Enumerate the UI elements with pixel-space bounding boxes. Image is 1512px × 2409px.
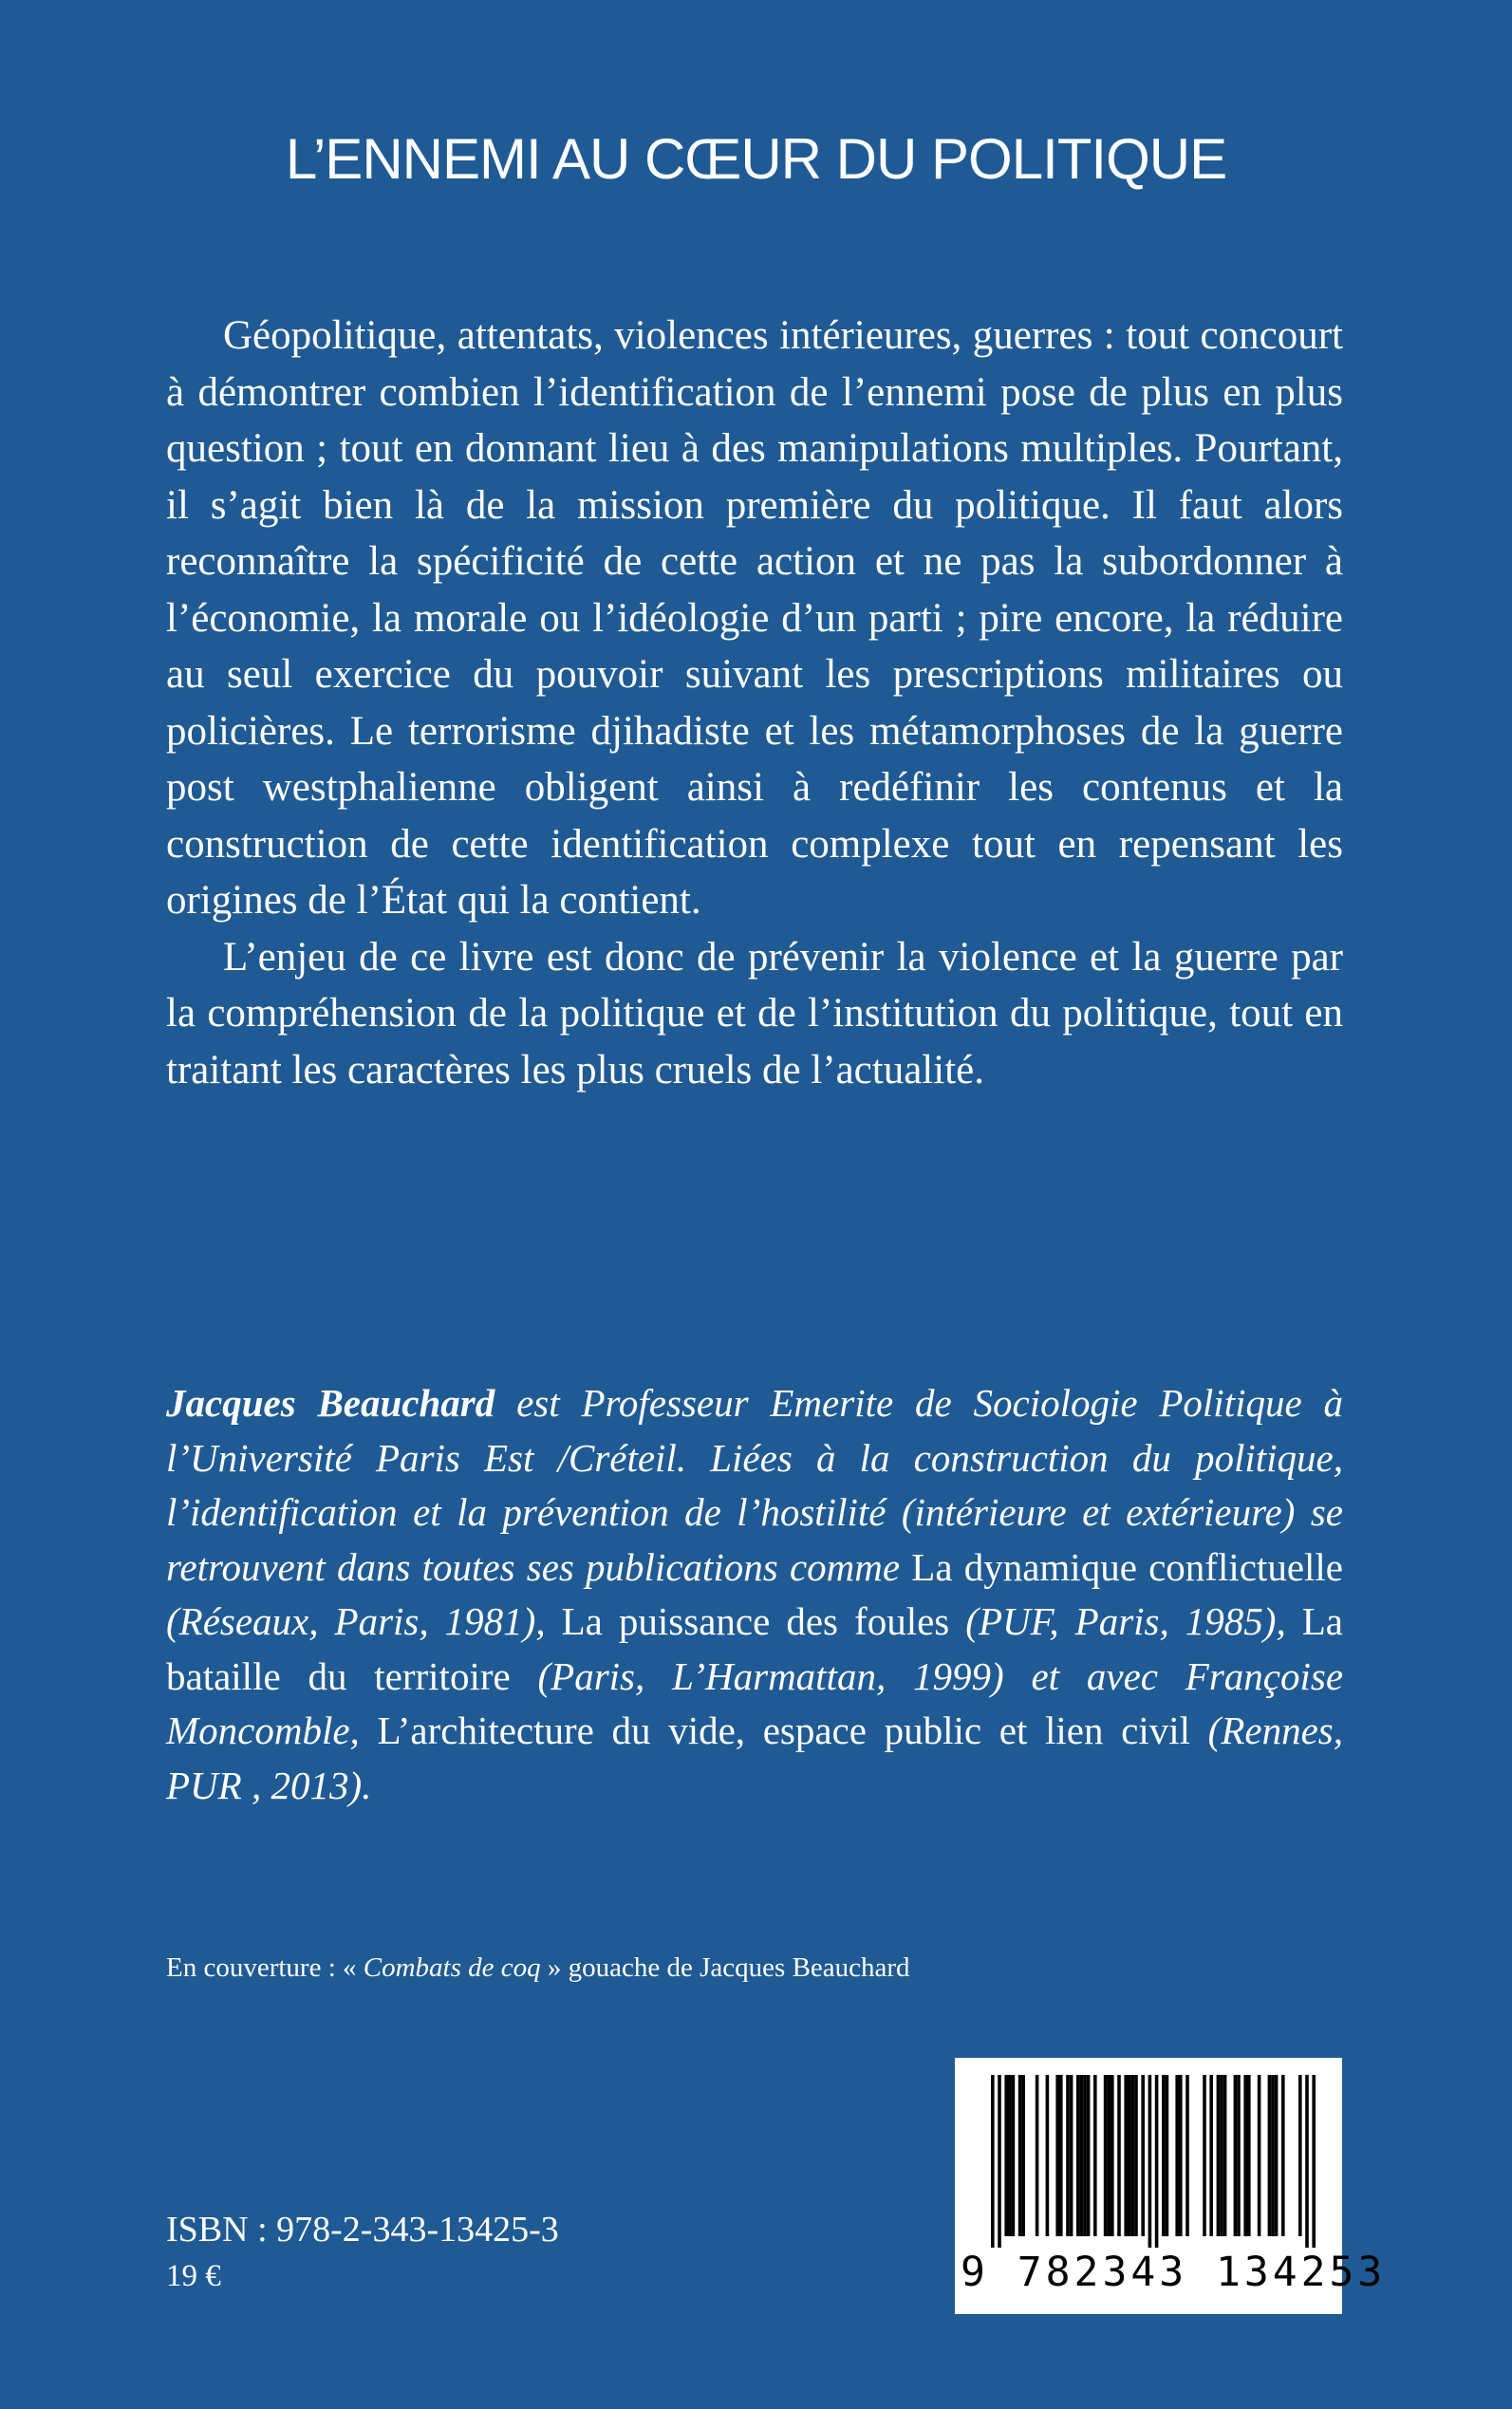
barcode-bar <box>991 2075 995 2248</box>
publication-info: (Réseaux, Paris, 1981), <box>166 1599 546 1643</box>
publication-info: (PUF, Paris, 1985), <box>949 1599 1286 1643</box>
barcode-bar <box>1237 2075 1241 2236</box>
barcode-bar <box>1083 2075 1087 2236</box>
credit-prefix: En couverture : « <box>166 1952 364 1983</box>
barcode <box>955 2058 1387 2314</box>
barcode-bar <box>1209 2075 1213 2236</box>
barcode-bar <box>1055 2075 1059 2236</box>
barcode-bar <box>1066 2075 1070 2236</box>
barcode-bar <box>1131 2075 1135 2236</box>
barcode-bar <box>1258 2075 1261 2236</box>
barcode-bar <box>1155 2075 1159 2248</box>
barcode-bar <box>1247 2075 1251 2236</box>
book-summary <box>166 308 1343 1098</box>
barcode-bar <box>998 2075 1001 2248</box>
barcode-bar <box>1223 2075 1227 2236</box>
barcode-bar <box>1021 2075 1025 2236</box>
barcode-bar <box>1018 2075 1022 2236</box>
credit-suffix: » gouache de Jacques Beauchard <box>540 1952 910 1983</box>
barcode-bar <box>1268 2075 1272 2236</box>
barcode-bar <box>1012 2075 1016 2236</box>
price-label: 19 € <box>166 2259 221 2293</box>
barcode-bar <box>1008 2075 1012 2236</box>
barcode-bar <box>1185 2075 1189 2236</box>
barcode-bar <box>1046 2075 1050 2236</box>
barcode-bar <box>1162 2075 1166 2236</box>
publication-info: (Paris, L’Harmattan, 1999) et avec Françoise Moncomble, <box>166 1653 1344 1752</box>
barcode-bar <box>1298 2075 1302 2236</box>
barcode-bar <box>1312 2075 1316 2248</box>
author-name: Jacques Beauchard <box>166 1381 495 1425</box>
author-bio-text: est Professeur Emerite de Sociologie Politique à l’Université Paris Est /Créteil. Liées à la construction du politique, l’identification et la prévention de l’hostilité (intérieure et extérieure) se retrouvent dans toutes ses publications comme <box>166 1381 1343 1589</box>
barcode-bar <box>1128 2075 1131 2236</box>
barcode-bar <box>1148 2075 1152 2248</box>
barcode-bar <box>1234 2075 1238 2236</box>
work-title: La puissance des foules <box>545 1599 950 1643</box>
barcode-bars <box>964 2075 1333 2248</box>
barcode-bar <box>1166 2075 1169 2236</box>
barcode-bar <box>1080 2075 1084 2236</box>
barcode-bar <box>1093 2075 1097 2236</box>
barcode-bar <box>1271 2075 1275 2236</box>
barcode-bar <box>1087 2075 1091 2236</box>
barcode-bar <box>1070 2075 1073 2236</box>
barcode-bar <box>1117 2075 1121 2236</box>
summary-paragraph: L’enjeu de ce livre est donc de prévenir la violence et la guerre par la compréhension de la politique et de l’institution du politique, tout en traitant les caractères les plus cruels de l’actualité. <box>166 934 1343 1092</box>
barcode-bar <box>1220 2075 1223 2236</box>
work-title: La dynamique conflictuelle <box>911 1544 1343 1589</box>
work-title: L’architecture du vide, espace public et lien civil <box>359 1709 1191 1752</box>
barcode-bar <box>1076 2075 1080 2236</box>
cover-credit <box>166 1949 910 1987</box>
barcode-bar <box>1179 2075 1183 2236</box>
barcode-digits: 9 782343 134253 <box>961 2249 1387 2296</box>
barcode-bar <box>1107 2075 1111 2236</box>
work-title: La bataille du territoire <box>166 1599 1344 1698</box>
barcode-bar <box>1275 2075 1279 2236</box>
summary-paragraph: Géopolitique, attentats, violences intérieures, guerres : tout concourt à démontrer combien l’identification de l’ennemi pose de plus en plus question ; tout en donnant lieu à des manipulations multiples. Pourtant, il s’agit bien là de la mission première du politique. Il faut alors reconnaître la spécificité de cette action et ne pas la subordonner à l’économie, la morale ou l’idéologie d’un parti ; pire encore, la réduire au seul exercice du pouvoir suivant les prescriptions militaires ou policières. Le terrorisme djihadiste et les métamorphoses de la guerre post westphalienne obligent ainsi à redéfinir les contenus et la construction de cette identification complexe tout en repensant les origines de l’État qui la contient. <box>166 313 1343 923</box>
barcode-bar <box>1059 2075 1063 2236</box>
barcode-bar <box>1281 2075 1285 2236</box>
barcode-bar <box>1175 2075 1179 2236</box>
barcode-bar <box>1243 2075 1247 2236</box>
author-bio <box>166 1376 1343 1813</box>
barcode-bar <box>1111 2075 1114 2236</box>
barcode-bar <box>1104 2075 1108 2236</box>
barcode-bar <box>1203 2075 1206 2236</box>
barcode-bar <box>1141 2075 1145 2236</box>
barcode-bar <box>1004 2075 1008 2236</box>
barcode-bar <box>1134 2075 1138 2236</box>
barcode-bar <box>1124 2075 1128 2236</box>
isbn-number: ISBN : 978-2-343-13425-3 <box>166 2210 559 2250</box>
book-title: L’ENNEMI AU CŒUR DU POLITIQUE <box>285 127 1227 191</box>
barcode-bar <box>1036 2075 1039 2236</box>
barcode-bar <box>1217 2075 1221 2236</box>
barcode-bar <box>1305 2075 1309 2248</box>
publication-info: (Rennes, PUR , 2013). <box>166 1709 1343 1807</box>
credit-artwork-title: Combats de coq <box>363 1952 541 1983</box>
